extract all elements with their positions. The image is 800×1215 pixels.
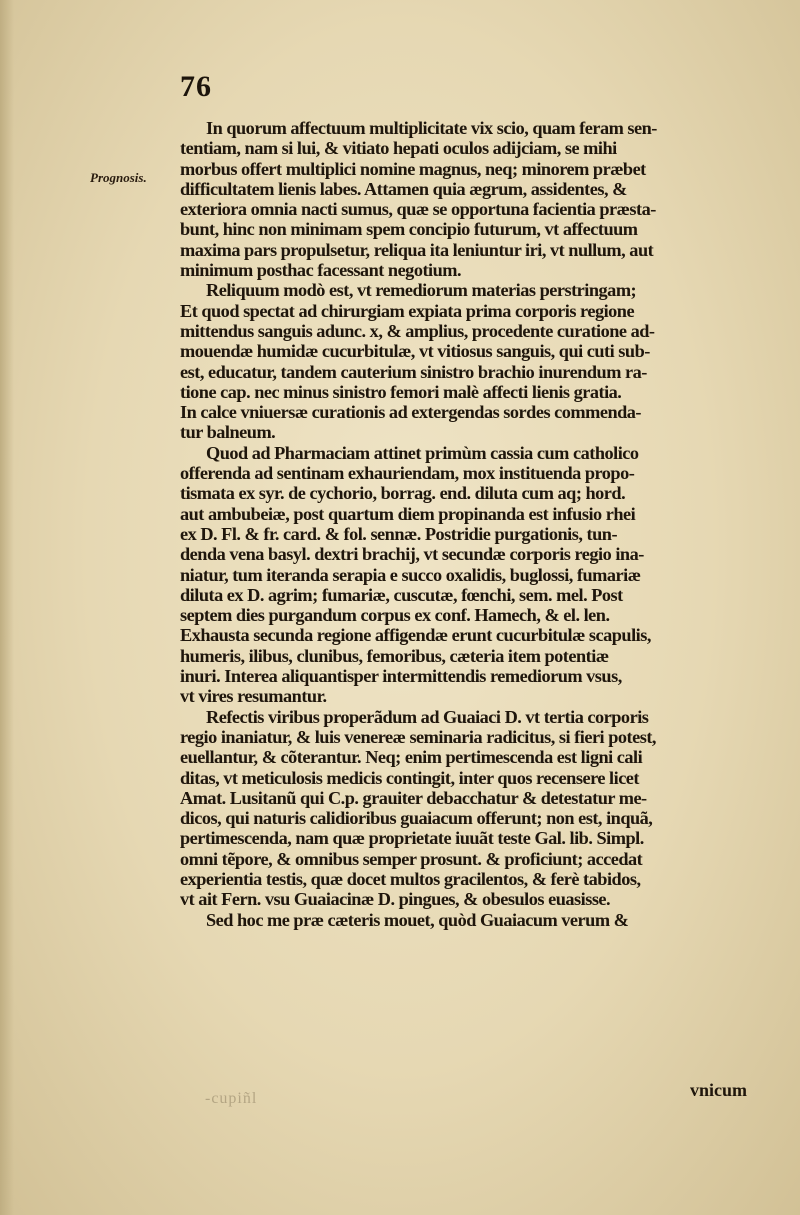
text-line: inuri. Interea aliquantisper intermittendis remediorum vsus, [180, 666, 622, 687]
text-line: minimum posthac facessant negotium. [180, 260, 462, 281]
text-line: mouendæ humidæ cucurbitulæ, vt vitiosus sanguis, qui cuti sub- [180, 341, 650, 362]
text-line: Refectis viribus properãdum ad Guaiaci D. vt tertia corporis [206, 706, 649, 727]
text-line: ex D. Fl. & fr. card. & fol. sennæ. Postridie purgationis, tun- [180, 523, 618, 544]
text-line: euellantur, & cõterantur. Neq; enim pertimescenda est ligni cali [180, 747, 643, 768]
text-line: dicos, qui naturis calidioribus guaiacum offerunt; non est, inquã, [180, 808, 653, 829]
text-line: est, educatur, tandem cauterium sinistro brachio inurendum ra- [180, 361, 647, 382]
text-line: pertimescenda, nam quæ proprietate iuuãt teste Gal. lib. Simpl. [180, 828, 644, 849]
text-line: Exhausta secunda regione affigendæ erunt cucurbitulæ scapulis, [180, 625, 651, 646]
text-line: Amat. Lusitanũ qui C.p. grauiter debacchatur & detestatur me- [180, 787, 647, 808]
text-line: diluta ex D. agrim; fumariæ, cuscutæ, fœnchi, sem. mel. Post [180, 584, 623, 605]
text-line: bunt, hinc non minimam spem concipio futurum, vt affectuum [180, 219, 638, 240]
body-text [180, 118, 766, 930]
page-number: 76 [180, 70, 212, 103]
text-line: tentiam, nam si lui, & vitiato hepati oculos adijciam, se mihi [180, 138, 617, 159]
text-line: ditas, vt meticulosis medicis contingit, inter quos recensere licet [180, 767, 640, 788]
text-line: experientia testis, quæ docet multos gracilentos, & ferè tabidos, [180, 868, 641, 889]
text-line: aut ambubeiæ, post quartum diem propinanda est infusio rhei [180, 503, 636, 524]
text-line: tione cap. nec minus sinistro femori malè affecti lienis gratia. [180, 381, 622, 402]
text-line: omni tẽpore, & omnibus semper prosunt. & proficiunt; accedat [180, 848, 643, 869]
text-line: vt vires resumantur. [180, 686, 327, 707]
text-line: morbus offert multiplici nomine magnus, neq; minorem præbet [180, 158, 646, 179]
text-line: In quorum affectuum multiplicitate vix scio, quam feram sen- [206, 118, 657, 138]
text-line: Et quod spectat ad chirurgiam expiata prima corporis regione [180, 300, 635, 321]
margin-note: Prognosis. [90, 170, 147, 185]
text-line: Quod ad Pharmaciam attinet primùm cassia cum catholico [206, 442, 639, 463]
catchword: vnicum [690, 1080, 748, 1100]
text-line: difficultatem lienis labes. Attamen quia ægrum, assidentes, & [180, 178, 627, 199]
text-line: tismata ex syr. de cychorio, borrag. end. diluta cum aq; hord. [180, 483, 626, 504]
text-line: Reliquum modò est, vt remediorum materias perstringam; [206, 280, 637, 301]
text-line: Sed hoc me præ cæteris mouet, quòd Guaiacum verum & [206, 909, 629, 930]
text-line: maxima pars propulsetur, reliqua ita leniuntur iri, vt nullum, aut [180, 239, 654, 260]
text-line: denda vena basyl. dextri brachij, vt secundæ corporis regio ina- [180, 544, 644, 565]
text-line: tur balneum. [180, 422, 276, 443]
text-line: regio inaniatur, & luis venereæ seminaria radicitus, si fieri potest, [180, 726, 656, 747]
text-line: mittendus sanguis adunc. x, & amplius, procedente curatione ad- [180, 320, 655, 341]
text-line: septem dies purgandum corpus ex conf. Hamech, & el. len. [180, 605, 610, 626]
text-line: humeris, ilibus, clunibus, femoribus, cæteria item potentiæ [180, 645, 609, 666]
text-line: vt ait Fern. vsu Guaiacinæ D. pingues, & obesulos euasisse. [180, 889, 611, 910]
text-line: niatur, tum iteranda serapia e succo oxalidis, buglossi, fumariæ [180, 564, 641, 585]
page-gutter-shadow [0, 0, 14, 1215]
text-line: exteriora omnia nacti sumus, quæ se opportuna facientia præsta- [180, 199, 656, 220]
bleed-through-text: -cupiñl [205, 1090, 258, 1107]
text-line: offerenda ad sentinam exhauriendam, mox instituenda propo- [180, 463, 635, 484]
text-line: In calce vniuersæ curationis ad extergendas sordes commenda- [180, 402, 642, 423]
